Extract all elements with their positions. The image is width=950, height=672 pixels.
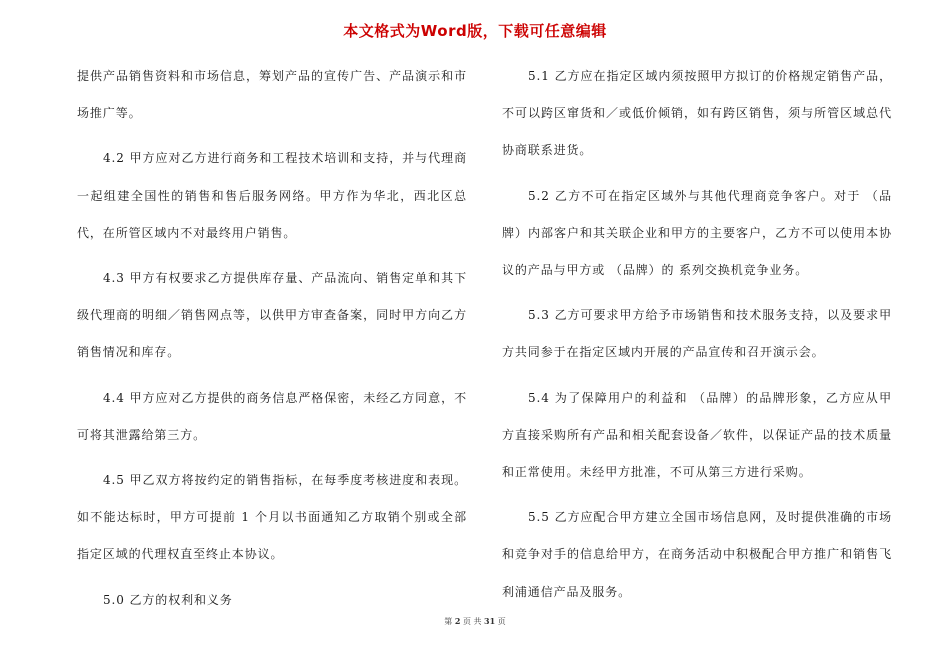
section-heading-5-0: 5.0 乙方的权利和义务 <box>103 592 233 607</box>
paragraph-4-5: 4.5 甲乙双方将按约定的销售指标，在每季度考核进度和表现。如不能达标时，甲方可提前 1 个月以书面通知乙方取销个别或全部指定区域的代理权直至终止本协议。 <box>77 473 467 562</box>
paragraph-5-2: 5.2 乙方不可在指定区域外与其他代理商竞争客户。对于 （品牌）内部客户和其关联企业和甲方的主要客户，乙方不可以使用本协议的产品与甲方或 （品牌）的 系列交换机竞争业务。 <box>502 188 892 278</box>
right-column <box>502 58 892 619</box>
document-banner: 本文格式为Word版，下载可任意编辑 <box>343 22 607 40</box>
paragraph-4-4: 4.4 甲方应对乙方提供的商务信息严格保密，未经乙方同意，不可将其泄露给第三方。 <box>77 390 467 442</box>
footer-prefix: 第 <box>444 617 453 626</box>
footer-middle: 页 共 <box>462 617 482 626</box>
paragraph-5-3: 5.3 乙方可要求甲方给予市场销售和技术服务支持，以及要求甲方共同参于在指定区域内开展的产品宣传和召开演示会。 <box>502 308 892 360</box>
footer-suffix: 页 <box>497 617 506 626</box>
page-footer <box>0 616 950 627</box>
paragraph-continued: 提供产品销售资料和市场信息，筹划产品的宣传广告、产品演示和市场推广等。 <box>77 69 467 121</box>
paragraph-5-5: 5.5 乙方应配合甲方建立全国市场信息网，及时提供准确的市场和竞争对手的信息给甲方，在商务活动中积极配合甲方推广和销售飞利浦通信产品及服务。 <box>502 510 892 599</box>
paragraph-5-1: 5.1 乙方应在指定区域内须按照甲方拟订的价格规定销售产品，不可以跨区窜货和／或低价倾销，如有跨区销售，须与所管区域总代协商联系进货。 <box>502 69 892 158</box>
left-column <box>77 58 467 627</box>
paragraph-4-3: 4.3 甲方有权要求乙方提供库存量、产品流向、销售定单和其下级代理商的明细／销售网点等，以供甲方审查备案，同时甲方向乙方销售情况和库存。 <box>77 271 467 360</box>
paragraph-5-4: 5.4 为了保障用户的利益和 （品牌）的品牌形象，乙方应从甲方直接采购所有产品和相关配套设备／软件，以保证产品的技术质量和正常使用。未经甲方批准，不可从第三方进行采购。 <box>502 390 892 480</box>
paragraph-4-2: 4.2 甲方应对乙方进行商务和工程技术培训和支持，并与代理商一起组建全国性的销售和售后服务网络。甲方作为华北，西北区总代，在所管区域内不对最终用户销售。 <box>77 151 467 240</box>
total-pages-number: 31 <box>484 616 496 626</box>
current-page-number: 2 <box>454 616 461 626</box>
